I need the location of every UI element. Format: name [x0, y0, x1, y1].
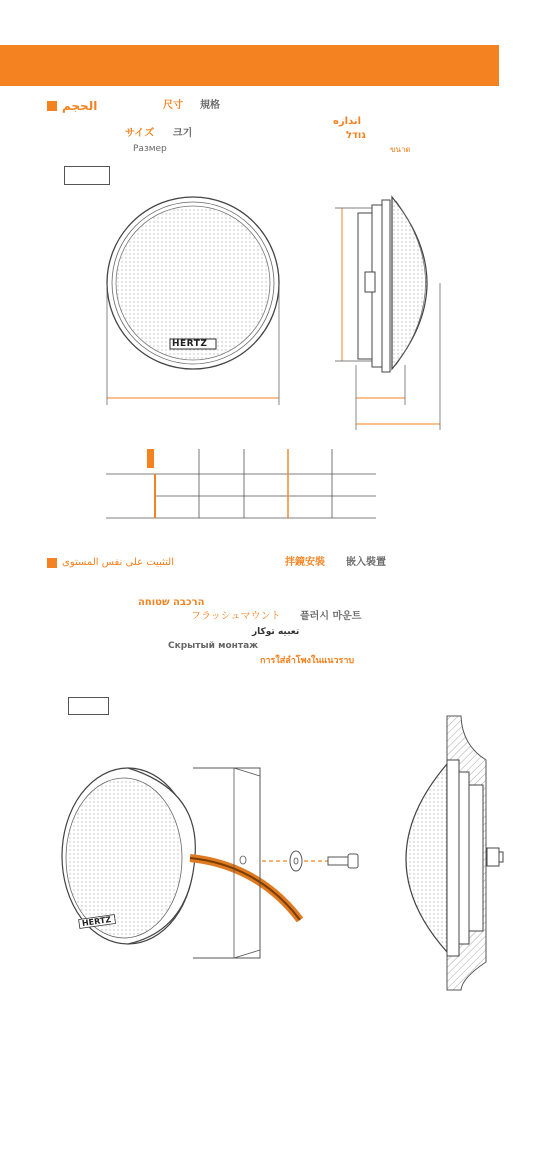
screw-icon: [328, 854, 358, 868]
speaker-flush-view: [406, 760, 503, 956]
label2-fa: تعبیه توکار: [252, 627, 300, 637]
label-th: ขนาด: [390, 145, 411, 154]
label-fa: اندازه: [333, 116, 362, 127]
label-ja2: サイズ: [125, 128, 155, 139]
label2-zh2: 嵌入裝置: [346, 557, 386, 568]
label-he: גודל: [346, 130, 366, 141]
label2-ar: التثبيت على نفس المستوى: [62, 557, 174, 568]
label2-ko: 플러시 마운트: [300, 611, 362, 622]
label-ko: 크기: [173, 128, 193, 139]
label2-th: การใส่ลำโพงในแนวราบ: [260, 656, 355, 666]
label-zh: 規格: [200, 100, 220, 111]
label-ja: 尺寸: [163, 100, 183, 111]
label-ar: الحجم: [62, 99, 98, 113]
label2-ru: Скрытый монтаж: [168, 641, 259, 651]
brand-logo-angled: HERTZ: [81, 915, 112, 928]
label-ru: Размер: [133, 144, 167, 154]
label2-ja: フラッシュマウント: [191, 611, 281, 622]
washer-icon: [290, 851, 302, 871]
label2-zh: 拌鏡安裝: [285, 557, 325, 568]
brand-logo-front: HERTZ: [172, 339, 208, 349]
label2-he: הרכבה שטוחה: [138, 597, 205, 608]
